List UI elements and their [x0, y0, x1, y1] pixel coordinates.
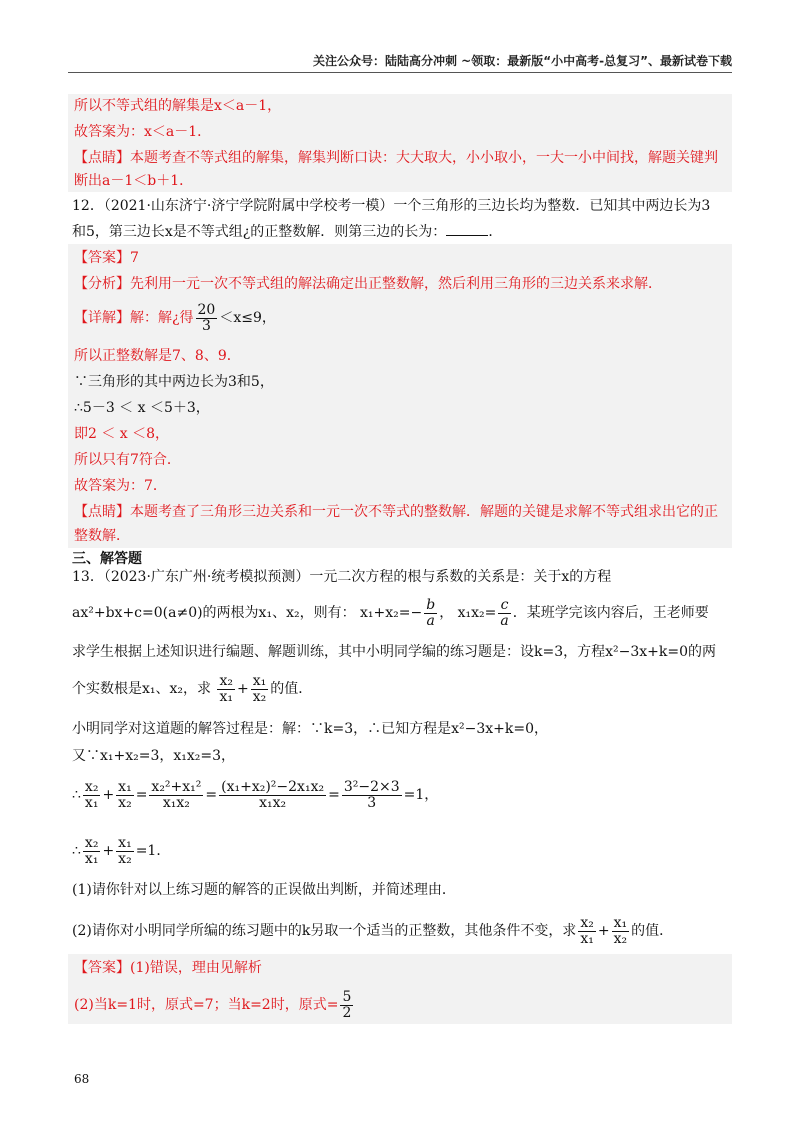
section-title: 三、解答题	[72, 551, 142, 567]
prev-comment-line2: 断出a－1＜b＋1．	[74, 173, 194, 189]
q12-step1: 所以正整数解是7、8、9．	[74, 348, 241, 364]
q12-step6: 故答案为：7．	[74, 478, 167, 494]
page-header: 关注公众号：陆陆高分冲刺 ~领取：最新版“小中高考-总复习”、最新试卷下载	[313, 54, 732, 68]
q12-step5: 所以只有7符合．	[74, 452, 181, 468]
q13-part2: (2)请你对小明同学所编的练习题中的k另取一个适当的正整数，其他条件不变，求 $\frac{\text{x₂}}{\text{x₁}}$ + $\frac{\text{x₁}}{\text{x₂}}$ 的值．	[72, 915, 674, 947]
q12-analysis: 【分析】先利用一元一次不等式组的解法确定出正整数解，然后利用三角形的三边关系来求解．	[74, 276, 662, 292]
page-number: 68	[74, 1072, 90, 1086]
prev-solution-line1: 所以不等式组的解集是x＜a－1，	[74, 98, 282, 114]
q13-stem-line3: 求学生根据上述知识进行编题、解题训练，其中小明同学编的练习题是：设k=3，方程x²−3x+k=0的两	[72, 644, 717, 660]
q13-stem-line4: 个实数根是x₁、x₂，求 $\frac{\text{x₂}}{\text{x₁}}$ + $\frac{\text{x₁}}{\text{x₂}}$ 的值．	[72, 673, 313, 705]
prev-comment-line1: 【点睛】本题考查不等式组的解集，解集判断口诀：大大取大，小小取小，一大一小中间找，解题关键判	[74, 150, 718, 166]
q13-answer-line1: 【答案】(1)错误，理由见解析	[74, 960, 262, 976]
header-divider	[68, 72, 732, 73]
q13-stem-line2: ax²+bx+c=0(a≠0)的两根为x₁、x₂，则有： x₁+x₂=− $\frac{b}{a}$ ， x₁x₂= $\frac{c}{a}$ ．某班学完该内容后，王老师要	[72, 597, 709, 629]
q12-step4: 即2 ＜ x ＜8，	[74, 426, 170, 442]
prev-solution-line2: 故答案为：x＜a－1．	[74, 124, 212, 140]
q12-answer: 【答案】7	[74, 250, 139, 266]
q13-answer-line2: (2)当k=1时，原式=7；当k=2时，原式= $\frac{5}{2}$	[74, 989, 352, 1021]
q12-step2: ∵三角形的其中两边长为3和5，	[74, 374, 274, 390]
q13-stem-line1: 13．（2023·广东广州·统考模拟预测）一元二次方程的根与系数的关系是：关于x的方程	[72, 569, 612, 585]
q13-solution-line1: 小明同学对这道题的解答过程是：解：∵k=3，∴已知方程是x²−3x+k=0，	[72, 721, 549, 737]
q13-part1: (1)请你针对以上练习题的解答的正误做出判断，并简述理由．	[72, 882, 456, 898]
q12-detail: 【详解】解：解¿得 $\frac{20}{3}$ ＜x≤9，	[74, 302, 276, 334]
q13-solution-line3: ∴ $\frac{\text{x₂}}{\text{x₁}}$ + $\frac{\text{x₁}}{\text{x₂}}$ = $\frac{\text{x₂²+x₁²}}{\text{x₁x₂}}$ = $\frac{\text{(x₁+x₂)²−2x₁x₂}}{\text{x₁x₂}}$ = $\frac{\text{3²−2×3}}{3}$ =1，	[72, 779, 439, 811]
answer-blank	[446, 235, 488, 236]
q12-stem-line2: 和5，第三边长x是不等式组¿的正整数解．则第三边的长为： ．	[72, 224, 503, 240]
q12-stem-line1: 12．（2021·山东济宁·济宁学院附属中学校考一模）一个三角形的三边长均为整数．已知其中两边长为3	[72, 198, 711, 214]
q13-solution-line4: ∴ $\frac{\text{x₂}}{\text{x₁}}$ + $\frac{\text{x₁}}{\text{x₂}}$ =1．	[72, 835, 171, 867]
q12-comment-line2: 整数解．	[74, 528, 130, 544]
q12-step3: ∴5－3 ＜ x ＜5＋3，	[74, 400, 210, 416]
q12-comment-line1: 【点睛】本题考查了三角形三边关系和一元一次不等式的整数解．解题的关键是求解不等式组求出它的正	[74, 504, 718, 520]
q13-solution-line2: 又∵x₁+x₂=3，x₁x₂=3，	[72, 748, 236, 764]
